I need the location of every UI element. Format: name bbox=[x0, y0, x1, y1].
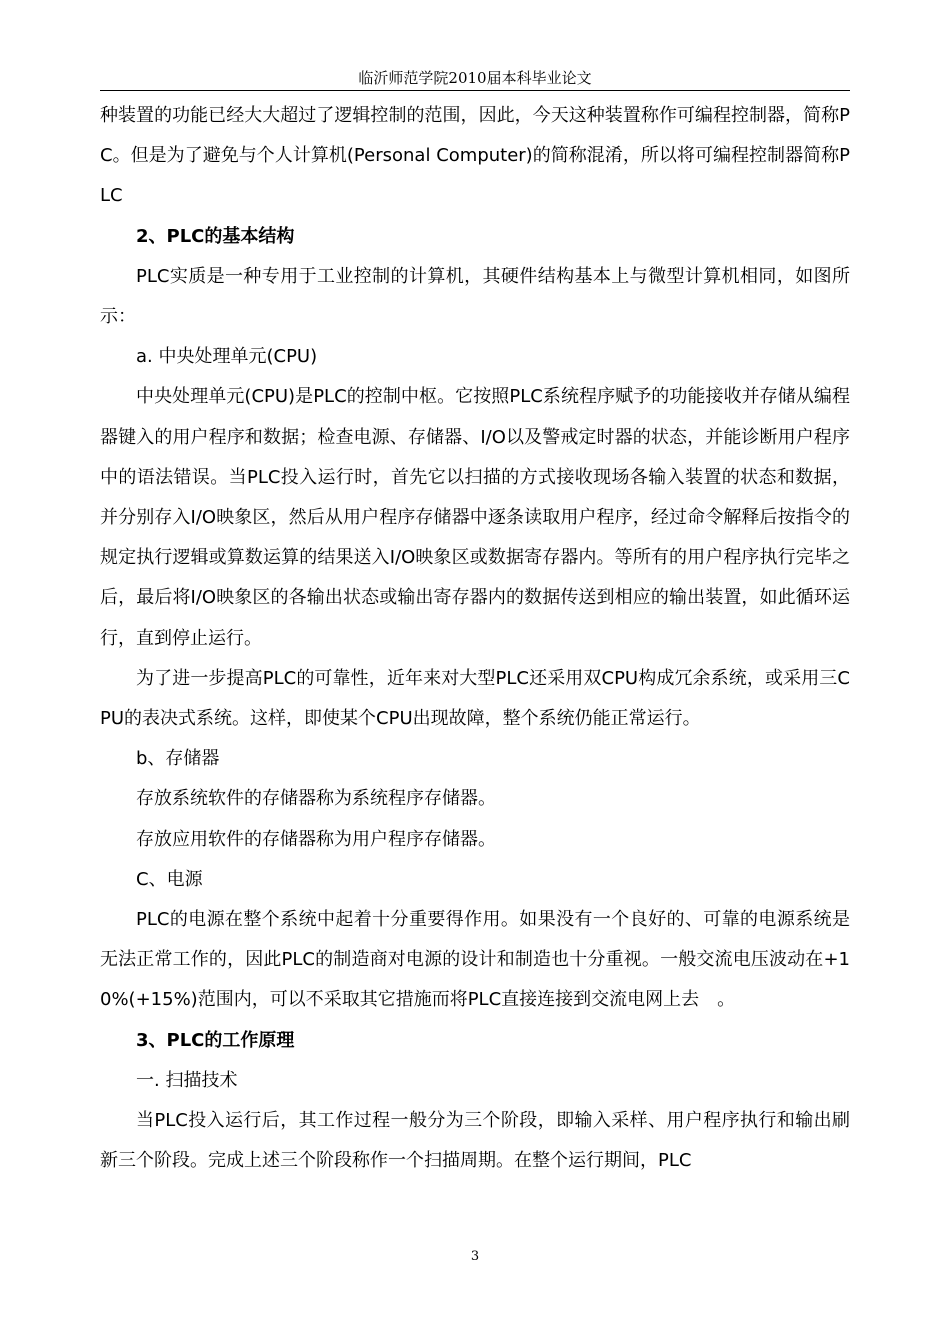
header-rule bbox=[100, 90, 850, 91]
page-body bbox=[100, 96, 850, 1181]
paragraph-plc-essence: PLC实质是一种专用于工业控制的计算机，其硬件结构基本上与微型计算机相同，如图所示： bbox=[100, 265, 850, 328]
subheading-scan-technique: 一. 扫描技术 bbox=[136, 1069, 238, 1091]
paragraph-user-memory: 存放应用软件的存储器称为用户程序存储器。 bbox=[136, 828, 496, 850]
paragraph-scan-cycle: 当PLC投入运行后，其工作过程一般分为三个阶段，即输入采样、用户程序执行和输出刷新三个阶段。完成上述三个阶段称作一个扫描周期。在整个运行期间，PLC bbox=[100, 1110, 850, 1172]
subheading-power: C、电源 bbox=[136, 868, 203, 890]
paragraph-redundancy: 为了进一步提高PLC的可靠性，近年来对大型PLC还采用双CPU构成冗余系统，或采用三CPU的表决式系统。这样，即使某个CPU出现故障，整个系统仍能正常运行。 bbox=[100, 667, 850, 730]
paragraph-system-memory: 存放系统软件的存储器称为系统程序存储器。 bbox=[136, 788, 496, 810]
running-header: 临沂师范学院2010届本科毕业论文 bbox=[358, 69, 592, 87]
subheading-cpu: a. 中央处理单元(CPU) bbox=[136, 346, 318, 368]
section-heading-plc-principle: 3、PLC的工作原理 bbox=[136, 1029, 295, 1051]
paragraph-cpu: 中央处理单元(CPU)是PLC的控制中枢。它按照PLC系统程序赋予的功能接收并存储从编程器键入的用户程序和数据；检查电源、存储器、I/O以及警戒定时器的状态，并能诊断用户程序中的语法错误。当PLC投入运行时，首先它以扫描的方式接收现场各输入装置的状态和数据，并分别存入I/O映象区，然后从用户程序存储器中逐条读取用户程序，经过命令解释后按指令的规定执行逻辑或算数运算的结果送入I/O映象区或数据寄存器内。等所有的用户程序执行完毕之后，最后将I/O映象区的各输出状态或输出寄存器内的数据传送到相应的输出装置，如此循环运行，直到停止运行。 bbox=[100, 386, 850, 649]
page-number: 3 bbox=[470, 1249, 480, 1264]
section-heading-plc-structure: 2、PLC的基本结构 bbox=[136, 225, 295, 247]
paragraph-continuation: 种装置的功能已经大大超过了逻辑控制的范围，因此，今天这种装置称作可编程控制器，简称PC。但是为了避免与个人计算机(Personal Computer)的简称混淆，所以将可编程控制器简称PLC bbox=[100, 105, 850, 207]
subheading-memory: b、存储器 bbox=[136, 748, 220, 770]
paragraph-power: PLC的电源在整个系统中起着十分重要得作用。如果没有一个良好的、可靠的电源系统是无法正常工作的，因此PLC的制造商对电源的设计和制造也十分重视。一般交流电压波动在+10%(+15%)范围内，可以不采取其它措施而将PLC直接连接到交流电网上去 。 bbox=[100, 909, 850, 1011]
